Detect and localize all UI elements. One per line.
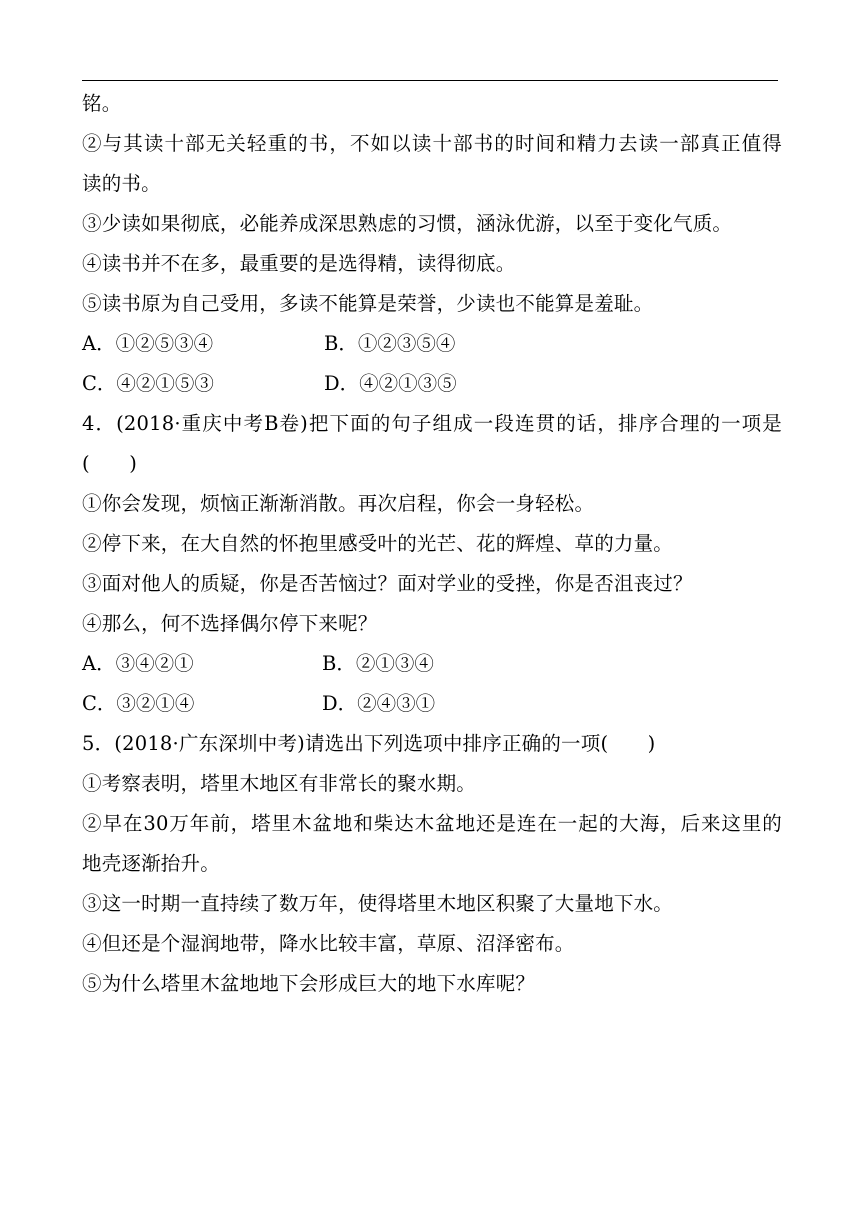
q3-options-row-1 [82, 324, 782, 364]
q3-option-c[interactable]: C．④②①⑤③ [82, 372, 214, 395]
q4-option-a[interactable]: A．③④②① [82, 652, 194, 675]
q3-sentence-4: ④读书并不在多，最重要的是选得精，读得彻底。 [82, 252, 516, 275]
q4-options-row-2 [82, 684, 782, 724]
q4-options-row-1 [82, 644, 782, 684]
q3-sentence-5: ⑤读书原为自己受用，多读不能算是荣誉，少读也不能算是羞耻。 [82, 292, 654, 315]
q5-sentence-3: ③这一时期一直持续了数万年，使得塔里木地区积聚了大量地下水。 [82, 892, 674, 915]
q4-option-d[interactable]: D．②④③① [322, 692, 436, 715]
q5-sentence-5: ⑤为什么塔里木盆地地下会形成巨大的地下水库呢？ [82, 972, 536, 995]
q3-sentence-3: ③少读如果彻底，必能养成深思熟虑的习惯，涵泳优游，以至于变化气质。 [82, 212, 733, 235]
q3-sentence-2a: ②与其读十部无关轻重的书，不如以读十部书的时间和精力去读一部真正值得 [82, 132, 782, 155]
q3-option-d[interactable]: D．④②①③⑤ [324, 372, 457, 395]
q4-option-c[interactable]: C．③②①④ [82, 692, 195, 715]
q4-sentence-1: ①你会发现，烦恼正渐渐消散。再次启程，你会一身轻松。 [82, 492, 595, 515]
q3-sentence-2b: 读的书。 [82, 172, 161, 195]
q4-sentence-2: ②停下来，在大自然的怀抱里感受叶的光芒、花的辉煌、草的力量。 [82, 532, 674, 555]
q5-sentence-2a: ②早在30万年前，塔里木盆地和柴达木盆地还是连在一起的大海，后来这里的 [82, 812, 782, 835]
q4-sentence-4: ④那么，何不选择偶尔停下来呢？ [82, 612, 378, 635]
q4-stem-a: 4．(2018·重庆中考B卷)把下面的句子组成一段连贯的话，排序合理的一项是 [82, 412, 782, 435]
q4-option-b[interactable]: B．②①③④ [322, 652, 434, 675]
q5-sentence-4: ④但还是个湿润地带，降水比较丰富，草原、沼泽密布。 [82, 932, 575, 955]
q3-option-a[interactable]: A．①②⑤③④ [82, 332, 214, 355]
document-body [82, 84, 782, 1004]
q3-continuation: 铭。 [82, 92, 122, 115]
q5-stem: 5．(2018·广东深圳中考)请选出下列选项中排序正确的一项( ) [82, 732, 656, 755]
q4-stem-b: ( ) [82, 452, 138, 475]
q5-sentence-1: ①考察表明，塔里木地区有非常长的聚水期。 [82, 772, 477, 795]
q3-option-b[interactable]: B．①②③⑤④ [324, 332, 456, 355]
q5-sentence-2b: 地壳逐渐抬升。 [82, 852, 220, 875]
q4-sentence-3: ③面对他人的质疑，你是否苦恼过？面对学业的受挫，你是否沮丧过？ [82, 572, 693, 595]
header-rule [82, 80, 778, 81]
q3-options-row-2 [82, 364, 782, 404]
